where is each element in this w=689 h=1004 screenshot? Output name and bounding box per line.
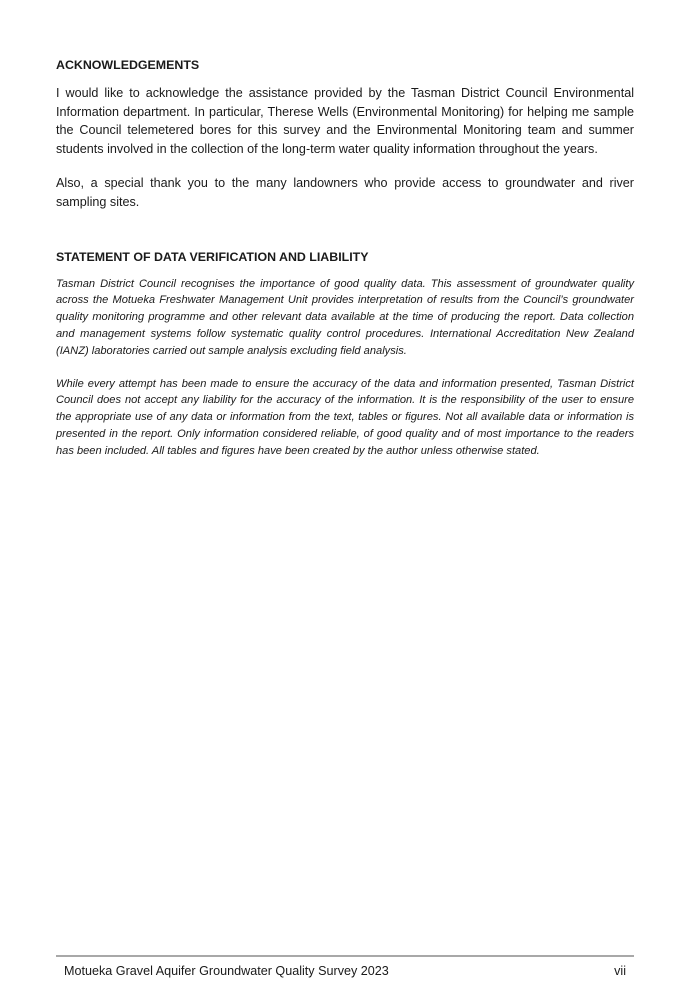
page-content	[56, 56, 634, 460]
acknowledgements-heading: ACKNOWLEDGEMENTS	[56, 58, 200, 72]
acknowledgements-paragraph-2: Also, a special thank you to the many landowners who provide access to groundwater and river sampling sites.	[56, 176, 634, 209]
acknowledgements-paragraph-1: I would like to acknowledge the assistance provided by the Tasman District Council Environmental Information department. In particular, Therese Wells (Environmental Monitoring) for helping me sample the Council telemetered bores for this survey and the Environmental Monitoring team and summer students involved in the collection of the long-term water quality information throughout the years.	[56, 86, 634, 156]
statement-heading: STATEMENT OF DATA VERIFICATION AND LIABILITY	[56, 249, 369, 264]
footer-divider	[56, 955, 634, 957]
footer-page-number: vii	[614, 964, 626, 978]
statement-section	[56, 248, 634, 460]
statement-paragraph-2: While every attempt has been made to ensure the accuracy of the data and information presented, Tasman District Council does not accept any liability for the accuracy of the information. It is the responsibility of the user to ensure the appropriate use of any data or information from the text, tables or figures. Not all available data or information is presented in the report. Only information considered reliable, of good quality and of most importance to the readers has been included. All tables and figures have been created by the author unless otherwise stated.	[56, 377, 634, 457]
footer-document-title: Motueka Gravel Aquifer Groundwater Quality Survey 2023	[64, 964, 389, 978]
page-footer	[64, 961, 626, 981]
statement-paragraph-1: Tasman District Council recognises the importance of good quality data. This assessment of groundwater quality across the Motueka Freshwater Management Unit provides interpretation of results from the Council’s groundwater quality monitoring programme and other relevant data available at the time of producing the report. Data collection and management systems follow systematic quality control procedures. International Accreditation New Zealand (IANZ) laboratories carried out sample analysis excluding field analysis.	[56, 277, 634, 357]
acknowledgements-section	[56, 56, 634, 212]
